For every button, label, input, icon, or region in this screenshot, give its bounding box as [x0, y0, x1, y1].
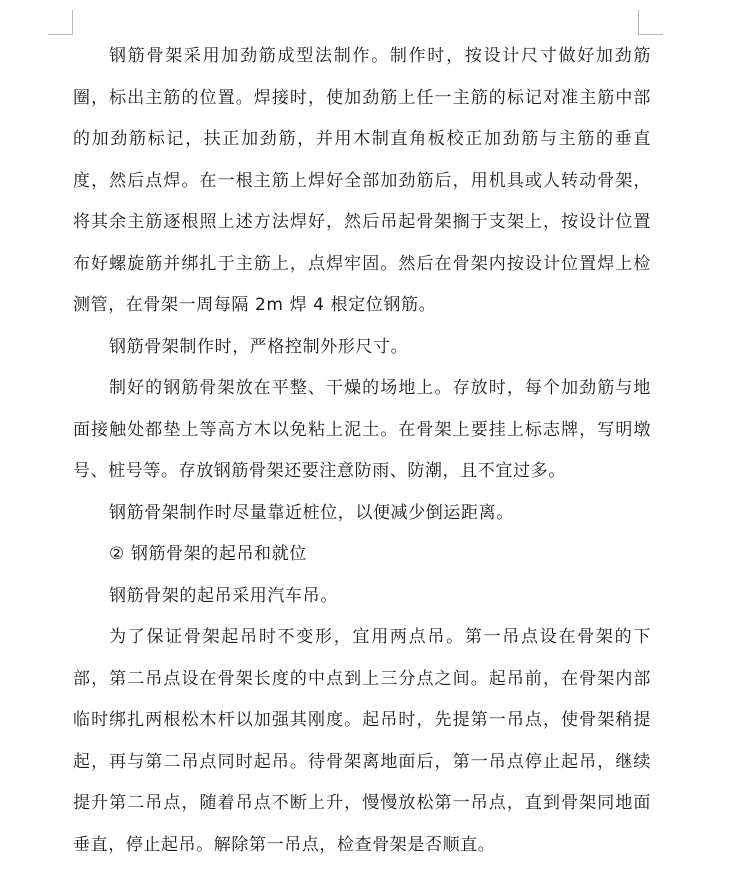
- paragraph-storage: 制好的钢筋骨架放在平整、干燥的场地上。存放时，每个加劲筋与地面接触处都垫上等高方木以免粘上泥土。在骨架上要挂上标志牌，写明墩号、桩号等。存放钢筋骨架还要注意防雨、防潮，且不宜过多。: [73, 378, 651, 481]
- paragraph-crane: 钢筋骨架的起吊采用汽车吊。: [109, 585, 338, 606]
- paragraph-two-point-lifting: 为了保证骨架起吊时不变形，宜用两点吊。第一吊点设在骨架的下部，第二吊点设在骨架长度的中点到上三分点之间。起吊前，在骨架内部临时绑扎两根松木杆以加强其刚度。起吊时，先提第一吊点，使骨架稍提起，再与第二吊点同时起吊。待骨架离地面后，第一吊点停止起吊，继续提升第二吊点，随着吊点不断上升，慢慢放松第一吊点，直到骨架同地面垂直，停止起吊。解除第一吊点，检查骨架是否顺直。: [73, 627, 651, 855]
- document-body[interactable]: [73, 36, 651, 866]
- margin-corner-mark-top-right: [638, 10, 663, 35]
- margin-corner-mark-top-left: [48, 10, 73, 35]
- paragraph-location: 钢筋骨架制作时尽量靠近桩位，以便减少倒运距离。: [109, 502, 514, 523]
- section-heading-lifting: ② 钢筋骨架的起吊和就位: [109, 544, 307, 564]
- paragraph-dimension-control: 钢筋骨架制作时，严格控制外形尺寸。: [109, 336, 409, 357]
- paragraph-fabrication-method: 钢筋骨架采用加劲筋成型法制作。制作时，按设计尺寸做好加劲筋圈，标出主筋的位置。焊接时，使加劲筋上任一主筋的标记对准主筋中部的加劲筋标记，扶正加劲筋，并用木制直角板校正加劲筋与主筋的垂直度，然后点焊。在一根主筋上焊好全部加劲筋后，用机具或人转动骨架，将其余主筋逐根照上述方法焊好，然后吊起骨架搁于支架上，按设计位置布好螺旋筋并绑扎于主筋上，点焊牢固。然后在骨架内按设计位置焊上检测管，在骨架一周每隔 2m 焊 4 根定位钢筋。: [73, 46, 651, 315]
